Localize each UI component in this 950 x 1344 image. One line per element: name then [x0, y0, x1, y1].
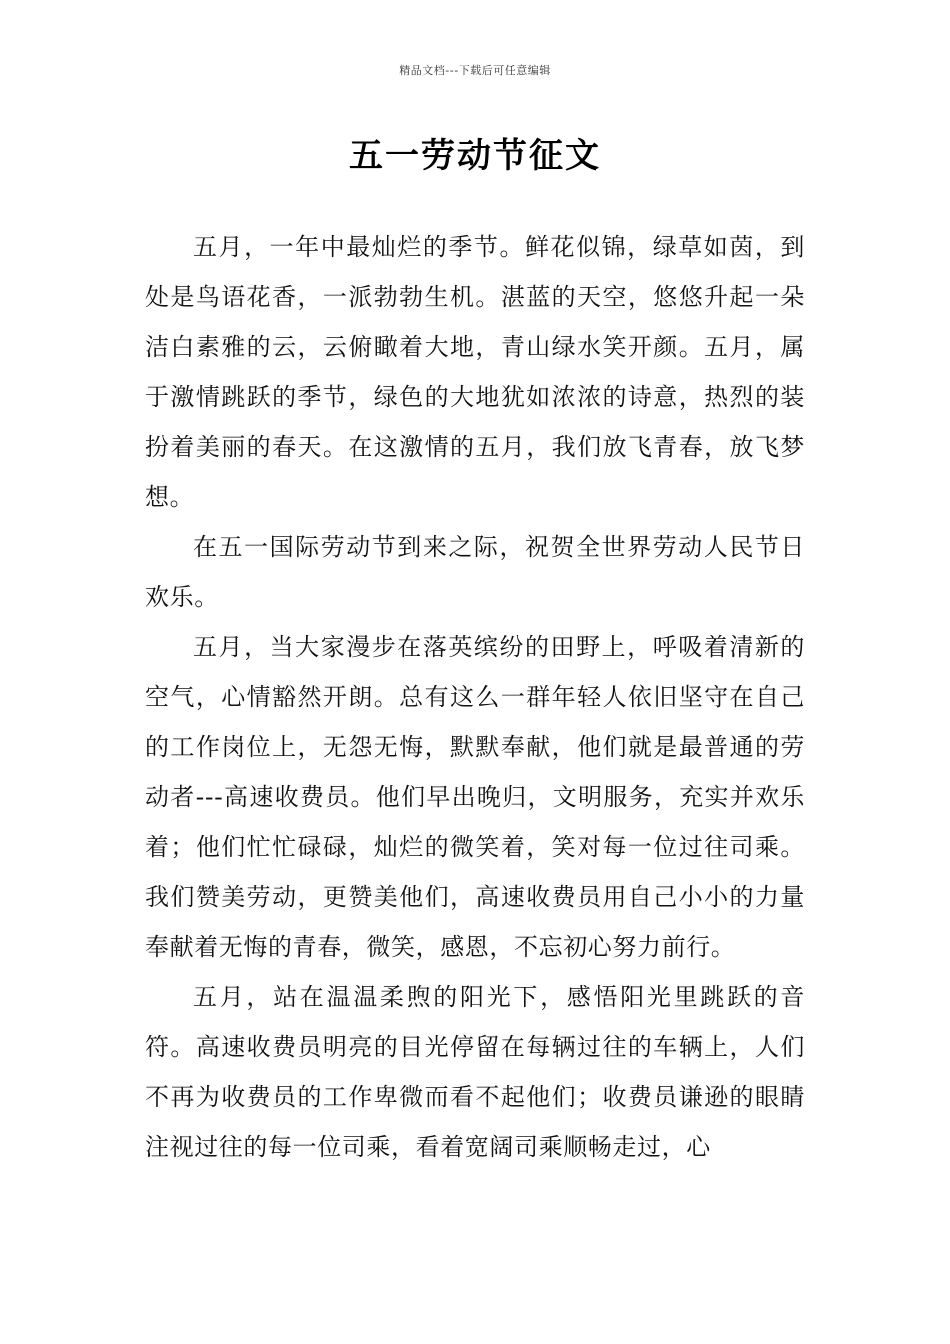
paragraph: 五月，当大家漫步在落英缤纷的田野上，呼吸着清新的空气，心情豁然开朗。总有这么一群年轻人依旧坚守在自己的工作岗位上，无怨无悔，默默奉献，他们就是最普通的劳动者---高速收费员。他们早出晚归，文明服务，充实并欢乐着；他们忙忙碌碌，灿烂的微笑着，笑对每一位过往司乘。我们赞美劳动，更赞美他们，高速收费员用自己小小的力量奉献着无悔的青春，微笑，感恩，不忘初心努力前行。: [145, 633, 805, 961]
document-body: [145, 222, 805, 1172]
paragraph: 五月，一年中最灿烂的季节。鲜花似锦，绿草如茵，到处是鸟语花香，一派勃勃生机。湛蓝的天空，悠悠升起一朵洁白素雅的云，云俯瞰着大地，青山绿水笑开颜。五月，属于激情跳跃的季节，绿色的大地犹如浓浓的诗意，热烈的装扮着美丽的春天。在这激情的五月，我们放飞青春，放飞梦想。: [145, 233, 805, 511]
document-title: 五一劳动节征文: [349, 136, 601, 176]
document-header: 精品文档---下载后可任意编辑: [399, 64, 551, 77]
paragraph: 五月，站在温温柔煦的阳光下，感悟阳光里跳跃的音符。高速收费员明亮的目光停留在每辆过往的车辆上，人们不再为收费员的工作卑微而看不起他们；收费员谦逊的眼睛注视过往的每一位司乘，看着宽阔司乘顺畅走过，心: [145, 983, 805, 1161]
paragraph: 在五一国际劳动节到来之际，祝贺全世界劳动人民节日欢乐。: [145, 533, 805, 611]
